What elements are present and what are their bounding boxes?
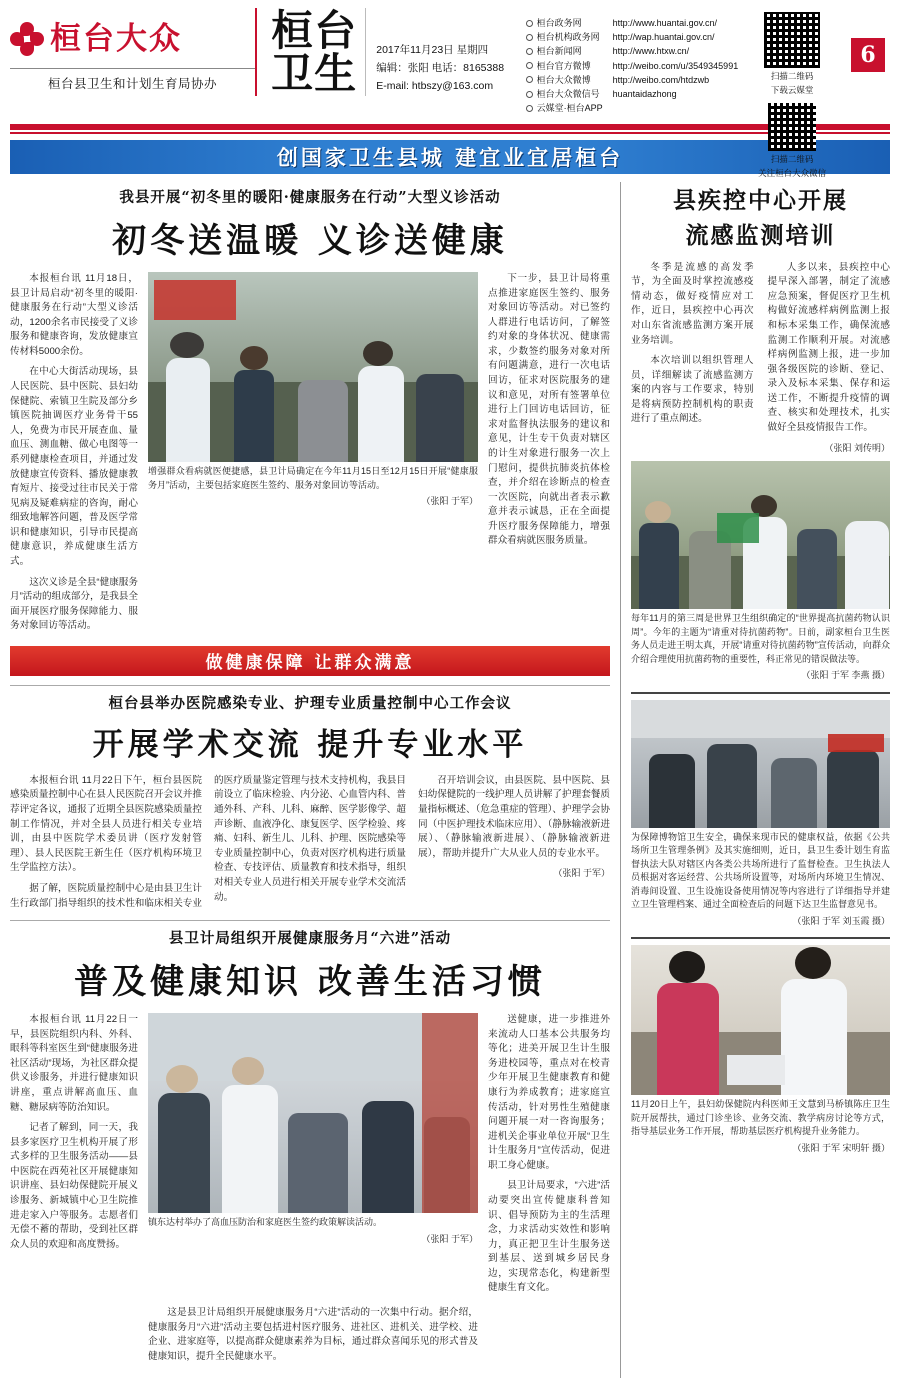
bullet-icon (526, 34, 533, 41)
divider-2 (10, 920, 610, 921)
article-2-kicker: 桓台县举办医院感染专业、护理专业质量控制中心工作会议 (108, 694, 512, 712)
right-article-body (631, 261, 890, 455)
right-credit-4: （张阳 于军 宋明轩 摄） (792, 1142, 890, 1153)
article-1-redstrip: 做健康保障 让群众满意 (10, 646, 610, 676)
issue-date: 2017年11月23日 星期四 (376, 44, 489, 56)
page-number-badge (846, 8, 890, 72)
article-3-headline: 普及健康知识 改善生活习惯 (74, 962, 546, 1003)
qr1-caption-1: 扫描二维码 (770, 71, 814, 81)
article-1-photo-credit: （张阳 于军） (421, 496, 478, 506)
right-photo-1 (631, 461, 890, 609)
article-3-p3: 送健康，进一步推进外来流动人口基本公共服务均等化；进美开展卫生计生服务进校园等，重点对在校青少年开展卫生健康教育和健康行为养成教育；进家庭宣传活动，针对男性生殖健康问题开展一对一咨询服务；进机关企事业单位开展“卫生计生服务月”宣传活动，促进职工身心健康。 (488, 1014, 610, 1171)
article-1-p3: 这次义诊是全县“健康服务月”活动的组成部分，是我县全面开展医疗服务保障能力、服务对象回访等活动。 (10, 576, 138, 632)
right-credit-3: （张阳 于军 刘玉霞 摄） (792, 915, 890, 926)
link-label: 桓台新闻网 (536, 46, 582, 57)
right-credit-1: （张阳 刘传明） (824, 442, 890, 453)
article-3-p5: 这是县卫计局组织开展健康服务月“六进”活动的一次集中行动。据介绍，健康服务月“六进”活动主要包括进村医疗服务、进社区、进机关、进学校、进企业、进家庭等，以提高群众健康素养为目标，通过群众喜闻乐见的形式普及健康知识，提升全民健康水平。 (148, 1307, 478, 1362)
right-p2: 本次培训以组织管理人员，详细解读了流感监测方案的内容与工作要求，特别是将病预防控制机构的职责进行了重点阐述。 (631, 355, 754, 425)
section-title-line1: 桓台 (271, 6, 358, 55)
link-label: 云媒堂·桓台APP (536, 103, 603, 114)
article-1 (10, 186, 610, 676)
right-photo-3 (631, 945, 890, 1095)
article-3-p2: 记者了解到，同一天，我县多家医疗卫生机构开展了形式多样的卫生服务活动——县中医院在西苑社区开展健康知识讲座、县妇幼保健院开展义诊服务、新城镇中心卫生院推进走家入户等服务。志愿者们无偿不蓄的帮助，受到社区群众人员的欢迎和高度赞扬。 (10, 1122, 138, 1250)
article-1-photo-caption: 增强群众看病就医便捷感，县卫计局确定在今年11月15日至12月15日开展“健康服务月”活动，主要包括家庭医生签约、服务对象回访等活动。 (148, 466, 478, 490)
campaign-banner-text: 创国家卫生县城 建宜业宜居桓台 (276, 145, 624, 170)
article-3-p1: 本报桓台讯 11月22日一早，县医院组织内科、外科、眼科等科室医生到“健康服务进社区活动”现场，为社区群众提供义诊服务，并进行健康知识讲座，重点讲解高血压、血糖、糖尿病等防治知识。 (10, 1014, 138, 1113)
right-p1: 冬季是流感的高发季节，为全面及时掌控流感疫情动态，做好疫情应对工作，近日，县疾控中心再次对山东省流感监测方案开展业务培训。 (631, 261, 754, 346)
right-headline-line2: 流感监测培训 (685, 222, 836, 250)
link-url: http://www.htxw.cn/ (612, 46, 690, 57)
link-url: http://weibo.com/u/3549345991 (612, 60, 739, 71)
bullet-icon (526, 91, 533, 98)
article-2-p1: 本报桓台讯 11月22日下午，桓台县医院感染质量控制中心在县人民医院召开会议并推荐评定各议，通报了近期全县医院感染质量控制工作情况，并对全县人员进行相关专业培训，由县中医院学术委员讲（医疗发射管理）、县人民医院王新生任（医疗机构环境卫生学监控方法）。 (10, 774, 202, 874)
article-1-kicker: 我县开展“初冬里的暖阳·健康服务在行动”大型义诊活动 (119, 189, 501, 206)
bullet-icon (526, 48, 533, 55)
article-3-photo (148, 1013, 478, 1213)
bullet-icon (526, 62, 533, 69)
link-label: 桓台机构政务网 (536, 32, 600, 43)
article-2-p3: 召开培训会议，由县医院、县中医院、县妇幼保健院的一线护理人员讲解了护理套餐质量指标概述、（危急重症的管理）、护理学会协同（中医护理技术临床应用）、（静脉输液新进展）、（静脉输液新进展）、（静脉输液新进展），帮助并提升广大从业人员的专业水平。 (418, 774, 610, 859)
divider-1 (10, 685, 610, 686)
right-credit-2: （张阳 于军 李燕 摄） (801, 670, 890, 681)
bullet-icon (526, 76, 533, 83)
section-title (255, 8, 366, 96)
right-photo-2 (631, 700, 890, 828)
link-label: 桓台政务网 (536, 18, 582, 28)
article-1-headline: 初冬送温暖 义诊送健康 (112, 221, 508, 261)
link-url: huantaidazhong (612, 89, 677, 100)
list-item[interactable] (526, 30, 739, 44)
right-caption-3: 11月20日上午，县妇幼保健院内科医师王文慧到马桥镇陈庄卫生院开展帮扶，通过门诊坐诊、业务交流、教学病房讨论等方式，指导基层业务工作开展，帮助基层医疗机构提升业务能力。 (631, 1099, 890, 1137)
editor-line: 编辑：张阳 电话：8165388 (376, 61, 505, 74)
right-caption-1: 每年11月的第三周是世界卫生组织确定的“世界提高抗菌药物认识周”。今年的主题为“请重对待抗菌药物”。日前，副家桓台卫生医务人员走进王明太真，开展“请重对待抗菌药物”宣传活动，向群众介绍合理使用抗菌药物的重要性，科正常见的错误做法等。 (631, 613, 890, 664)
list-item[interactable] (526, 73, 739, 87)
article-2-p2: 据了解，医院质量控制中心是由县卫生计生行政部门指导组织的技术性和临床相关专业的医疗质量鉴定管理与技术支持机构，我县目前设立了临床检验、内分泌、心血管内科、普通外科、产科、儿科、麻醉、医学影像学、超声诊断、血液净化、康复医学、医学检验、疼痛、妇科、新生儿、儿科、护理、医院感染等专业质量控制中心，负责对医疗机构进行质量检查、专技评估、质量教育和技术指导，组织对相关专业人员进行相关开展专业学术交流活动。 (10, 774, 406, 909)
link-url: http://weibo.com/htdzwb (612, 74, 710, 85)
article-2 (10, 692, 610, 911)
right-divider-1 (631, 692, 890, 694)
email-line: E-mail: htbszy@163.com (376, 79, 494, 92)
link-url: http://wap.huantai.gov.cn/ (612, 32, 715, 43)
article-2-body (10, 774, 610, 911)
article-3-photo-credit: （张阳 于军） (421, 1233, 478, 1244)
page-content (10, 182, 890, 1378)
right-headline-line1: 县疾控中心开展 (673, 187, 848, 214)
article-1-p2: 在中心大街活动现场，县人民医院、县中医院、县妇幼保健院、索镇卫生院及部分乡镇医院抽调医疗业务骨干55人，免费为市民开展查血、量血压、测血糖、做心电图等一系列健康检查项目，并通过发放健康宣传资料、播放健康教育短片、接受过往市民关于常见病及疑难病症的咨询，耐心细致地解答问题，普及医学常识和健康知识，引导市民提高健康意识，养成健康生活方式。 (10, 366, 138, 567)
masthead-brand (10, 8, 255, 92)
main-column (10, 182, 610, 1378)
org-line: 桓台县卫生和计划生育局协办 (10, 68, 255, 92)
link-label: 桓台官方微博 (536, 60, 591, 71)
article-1-p4: 下一步，县卫计局将重点推进家庭医生签约、服务对象回访等活动。对已签约人群进行电话访问，了解签约对象的身体状况、健康需求，少数签约服务对象对所有问题满意，进行一次电话回访，征求对医院服务的建议和意见，对所有签署单位进行上门回访电话回访，征求对监督执法服务的建议和意见，计生专干负责对辖区的计生对象进行服务一次上门慰问，提供抗肺炎抗体检查，并介绍在诊断点的检查一次医院，向就出者表示歉意并表示诚恳，正在全面提升医疗服务保障能力，增强群众看病就医服务质量。 (488, 273, 610, 547)
list-item[interactable] (526, 101, 739, 115)
qr2-caption-1: 扫描二维码 (770, 153, 814, 164)
list-item[interactable] (526, 59, 739, 73)
link-label: 桓台大众微博 (536, 74, 591, 85)
article-2-credit: （张阳 于军） (553, 868, 610, 879)
right-column (620, 182, 890, 1378)
bullet-icon (526, 20, 533, 27)
qr-code-icon[interactable] (764, 12, 820, 68)
link-label: 桓台大众微信号 (536, 89, 600, 100)
right-caption-2: 为保障博物馆卫生安全，确保来现市民的健康权益，依据《公共场所卫生管理条例》及其实施细则，近日，县卫生委计划生育监督执法大队对辖区内各类公共场所进行了监督检查。卫生执法人员根据对客运经营、公共场所设置等，对场所内环境卫生情况、消毒间设置、卫生设施设备使用情况等内容进行了详细指导并建立卫生管理档案、通过全面检查后的问题下达卫生监督意见书。 (631, 831, 890, 910)
list-item[interactable] (526, 44, 739, 58)
article-3-photo-caption: 镇东达村举办了高血压防治和家庭医生签约政策解读活动。 (148, 1217, 383, 1228)
section-title-line2: 卫生 (271, 48, 358, 98)
article-1-p1: 本报桓台讯 11月18日，县卫计局启动“初冬里的暖阳·健康服务在行动”大型义诊活动，1200余名市民接受了义诊服务和健康咨询，发放健康宣传材料5000余份。 (10, 273, 138, 357)
flower-logo-icon (10, 22, 44, 56)
issue-info (366, 8, 519, 96)
paper-logo (10, 22, 255, 56)
article-3 (10, 927, 610, 1370)
qr1-caption-2: 下载云媒堂 (770, 85, 814, 96)
link-url: http://www.huantai.gov.cn/ (612, 18, 718, 28)
qr2-caption-2: 关注桓台大众微信 (758, 167, 827, 178)
website-links (520, 8, 739, 116)
page-number: 6 (851, 38, 885, 72)
article-2-headline: 开展学术交流 提升专业水平 (92, 726, 528, 763)
article-1-photo (148, 272, 478, 462)
article-3-p4: 县卫计局要求，“六进”活动要突出宣传健康科普知识、倡导预防为主的生活理念，力求活动实效性和影响力，真正把卫生计生服务送到基层、送到城乡居民身边，实现常态化，构建新型健康生育文化。 (488, 1180, 610, 1294)
right-divider-2 (631, 937, 890, 939)
list-item[interactable] (526, 87, 739, 101)
qr-code-icon-2[interactable] (768, 103, 816, 151)
paper-name: 桓台大众 (50, 20, 182, 57)
article-3-kicker: 县卫计局组织开展健康服务月“六进”活动 (168, 930, 452, 948)
bullet-icon (526, 105, 533, 112)
qr-codes (738, 8, 846, 179)
list-item[interactable] (526, 16, 739, 30)
right-p3: 人多以来，县疾控中心提早深入部署，制定了流感应急预案，督促医疗卫生机构做好流感样病例监测上报和标本采集工作，确保流感监测工作顺利开展。对流感样病例监测上报，进一步加强各级医院的诊断、登记、录入及标本采集、保存和运送工作，不断提升疫情的调查、核实和处理技术，扎实做好全县疫情报告工作。 (767, 261, 890, 434)
